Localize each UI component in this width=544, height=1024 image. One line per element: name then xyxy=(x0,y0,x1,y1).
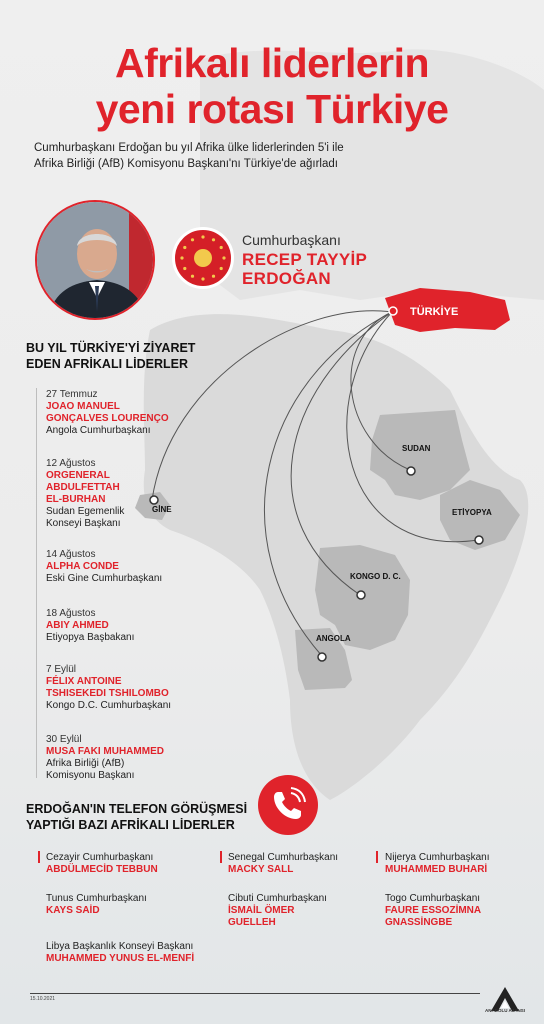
call-item xyxy=(385,893,481,929)
call-item xyxy=(46,941,194,965)
president-name-line2: ERDOĞAN xyxy=(242,269,331,288)
visit-name: EL-BURHAN xyxy=(46,494,106,505)
visit-date: 27 Temmuz xyxy=(46,389,98,400)
phone-icon xyxy=(258,775,318,835)
map-label-sudan: SUDAN xyxy=(402,444,431,453)
visit-name: ABDULFETTAH xyxy=(46,482,120,493)
call-marker xyxy=(376,851,378,863)
visits-title-line2: EDEN AFRİKALI LİDERLER xyxy=(26,357,189,371)
call-role: Libya Başkanlık Konseyi Başkanı xyxy=(46,941,194,952)
visit-role: Afrika Birliği (AfB) xyxy=(46,758,125,769)
map-pin-sudan xyxy=(407,467,415,475)
visit-item xyxy=(46,664,171,712)
portrait-photo xyxy=(35,200,155,320)
call-item xyxy=(228,893,327,929)
page-title-line2: yeni rotası Türkiye xyxy=(95,86,449,132)
map-label-turkiye: TÜRKİYE xyxy=(410,306,459,318)
visit-name: ABIY AHMED xyxy=(46,620,109,631)
visit-item xyxy=(46,389,169,437)
map-label-etiyopya: ETİYOPYA xyxy=(452,508,492,517)
call-name: KAYS SAİD xyxy=(46,905,100,916)
map-pin-gine xyxy=(150,496,158,504)
subtitle-line1: Cumhurbaşkanı Erdoğan bu yıl Afrika ülke liderlerinden 5'i ile xyxy=(34,142,344,154)
call-role: Togo Cumhurbaşkanı xyxy=(385,893,481,904)
call-name: GNASSİNGBE xyxy=(385,917,453,928)
visit-role: Etiyopya Başbakanı xyxy=(46,632,135,643)
call-item xyxy=(46,852,158,876)
visit-role: Angola Cumhurbaşkanı xyxy=(46,425,151,436)
map-label-angola: ANGOLA xyxy=(316,634,351,643)
call-name: GUELLEH xyxy=(228,917,276,928)
call-name: MUHAMMED BUHARİ xyxy=(385,864,488,875)
visit-date: 12 Ağustos xyxy=(46,458,96,469)
call-name: FAURE ESSOZİMNA xyxy=(385,905,482,916)
calls-title-line1: ERDOĞAN'IN TELEFON GÖRÜŞMESİ xyxy=(26,802,248,816)
visits-title-line1: BU YIL TÜRKİYE'Yİ ZİYARET xyxy=(26,341,196,355)
visit-name: FÉLIX ANTOINE xyxy=(46,676,122,687)
page-title-line1: Afrikalı liderlerin xyxy=(114,40,430,86)
call-name: MACKY SALL xyxy=(228,864,294,875)
map-pin-kongo xyxy=(357,591,365,599)
call-name: İSMAİL ÖMER xyxy=(228,905,295,916)
visit-date: 14 Ağustos xyxy=(46,549,96,560)
footer-agency: ANADOLU AJANSI xyxy=(484,1008,526,1013)
visit-role: Eski Gine Cumhurbaşkanı xyxy=(46,573,163,584)
visit-name: TSHISEKEDI TSHILOMBO xyxy=(46,688,169,699)
visit-name: ALPHA CONDE xyxy=(46,561,119,572)
visit-role: Kongo D.C. Cumhurbaşkanı xyxy=(46,700,172,711)
call-role: Nijerya Cumhurbaşkanı xyxy=(385,852,490,863)
visit-role: Komisyonu Başkanı xyxy=(46,770,135,781)
visit-name: JOAO MANUEL xyxy=(46,401,120,412)
visit-date: 30 Eylül xyxy=(46,734,82,745)
call-item xyxy=(46,893,147,917)
visit-role: Sudan Egemenlik xyxy=(46,506,125,517)
call-role: Cibuti Cumhurbaşkanı xyxy=(228,893,327,904)
visit-name: ORGENERAL xyxy=(46,470,110,481)
portrait-illustration xyxy=(37,202,155,320)
call-role: Cezayir Cumhurbaşkanı xyxy=(46,852,154,863)
presidential-seal-icon xyxy=(172,227,234,289)
calls-title-line2: YAPTIĞI BAZI AFRİKALI LİDERLER xyxy=(26,818,235,832)
visit-date: 18 Ağustos xyxy=(46,608,96,619)
timeline-line xyxy=(36,388,37,778)
visit-item xyxy=(46,458,124,530)
call-name: MUHAMMED YUNUS EL-MENFİ xyxy=(46,953,195,964)
president-role: Cumhurbaşkanı xyxy=(242,232,341,248)
visit-date: 7 Eylül xyxy=(46,664,77,675)
call-item xyxy=(228,852,338,876)
call-role: Tunus Cumhurbaşkanı xyxy=(46,893,147,904)
footer-date: 15.10.2021 xyxy=(30,996,56,1002)
map-pin-turkiye xyxy=(389,307,397,315)
visit-item xyxy=(46,608,134,644)
visit-item xyxy=(46,549,162,585)
visit-item xyxy=(46,734,164,782)
call-role: Senegal Cumhurbaşkanı xyxy=(228,852,339,863)
map-label-kongo: KONGO D. C. xyxy=(350,572,401,581)
map-label-gine: GİNE xyxy=(152,505,172,514)
call-marker xyxy=(38,851,40,863)
visit-role: Konseyi Başkanı xyxy=(46,518,121,529)
subtitle-line2: Afrika Birliği (AfB) Komisyonu Başkanı'nı Türkiye'de ağırladı xyxy=(34,158,338,170)
call-name: ABDÜLMECİD TEBBUN xyxy=(46,864,158,875)
map-pin-etiyopya xyxy=(475,536,483,544)
footer-divider xyxy=(30,993,480,994)
president-name-line1: RECEP TAYYİP xyxy=(242,250,368,269)
call-item xyxy=(385,852,490,876)
visit-name: GONÇALVES LOURENÇO xyxy=(46,413,169,424)
call-marker xyxy=(220,851,222,863)
visit-name: MUSA FAKI MUHAMMED xyxy=(46,746,164,757)
map-pin-angola xyxy=(318,653,326,661)
